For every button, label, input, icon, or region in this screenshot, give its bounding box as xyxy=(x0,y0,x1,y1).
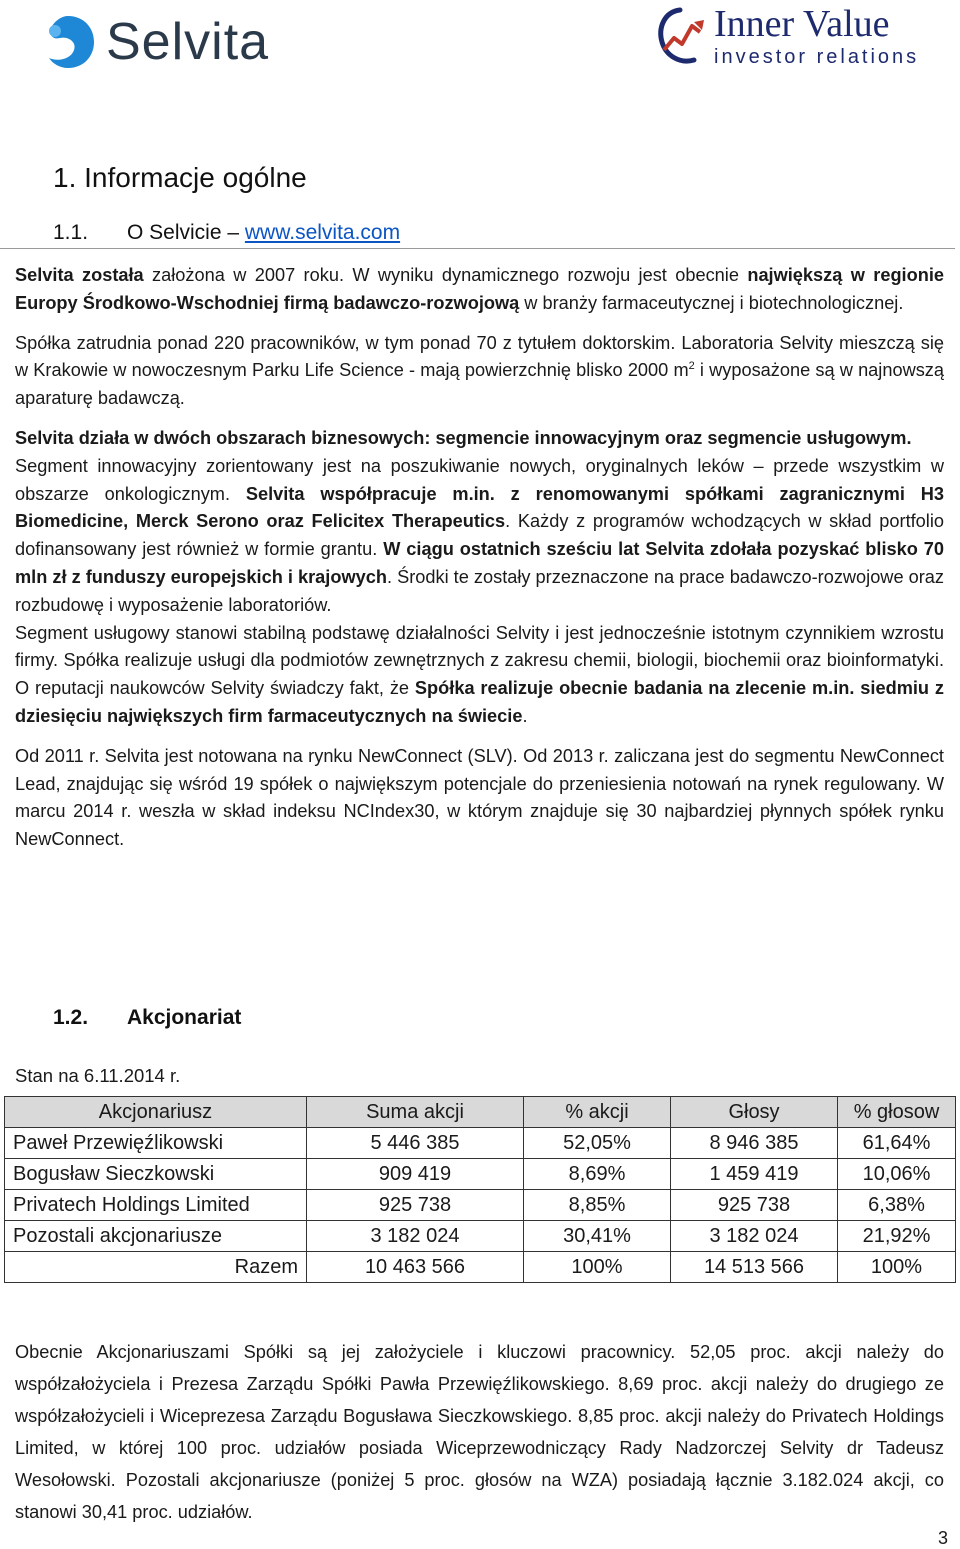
p4-text-2: . Każdy z programów wchodzących w skład portfolio dofinansowany jest również w formie grantu. xyxy=(15,511,944,560)
paragraph-employees xyxy=(15,330,944,413)
subsection-title: O Selvicie – xyxy=(127,221,245,244)
cell-total-votes: 14 513 566 xyxy=(671,1252,838,1283)
selvita-logo-icon xyxy=(38,12,98,72)
cell-shares-pct: 8,69% xyxy=(524,1159,671,1190)
header-votes: Głosy xyxy=(671,1097,838,1128)
cell-shares-pct: 52,05% xyxy=(524,1128,671,1159)
p1-text-1: założona w 2007 roku. W wyniku dynamicznego rozwoju jest obecnie xyxy=(143,265,748,285)
p4-text-3: . Środki te zostały przeznaczone na prace badawczo-rozwojowe oraz rozbudowę i wyposażenie laboratoriów. xyxy=(15,566,944,615)
subsection-heading xyxy=(53,221,400,245)
paragraph-service-segment xyxy=(15,620,944,731)
cell-votes-pct: 10,06% xyxy=(838,1159,956,1190)
p1-text-2: w branży farmaceutycznej i biotechnologicznej. xyxy=(519,292,904,313)
p3-bold: Selvita działa w dwóch obszarach biznesowych: segmencie innowacyjnym oraz segmencie usługowym. xyxy=(15,427,912,448)
cell-shares-pct: 30,41% xyxy=(524,1221,671,1252)
shareholders-heading-title: Akcjonariat xyxy=(127,1006,242,1029)
cell-votes-pct: 21,92% xyxy=(838,1221,956,1252)
cell-shares: 3 182 024 xyxy=(307,1221,524,1252)
table-row xyxy=(5,1190,956,1221)
cell-total-label: Razem xyxy=(5,1252,307,1283)
p1-bold-2: największą w regionie Europy Środkowo-Wschodniej firmą badawczo-rozwojową xyxy=(15,265,944,313)
cell-shareholder: Privatech Holdings Limited xyxy=(5,1190,307,1221)
inner-value-logo xyxy=(654,4,919,68)
cell-votes: 8 946 385 xyxy=(671,1128,838,1159)
cell-shareholder: Bogusław Sieczkowski xyxy=(5,1159,307,1190)
header-shares-pct: % akcji xyxy=(524,1097,671,1128)
closing-text: Obecnie Akcjonariuszami Spółki są jej założyciele i kluczowi pracownicy. 52,05 proc. akcji należy do współzałożyciela i Prezesa Zarządu Spółki Pawła Przewięźlikowskiego. 8,69 proc. akcji należy do drugiego ze współzałożycieli i Wiceprezesa Zarządu Bogusława Sieczkowskiego. 8,85 proc. akcji należy do Privatech Holdings Limited, w której 100 proc. udziałów posiada Wiceprzewodniczący Rady Nadzorczej Selvity dr Tadeusz Wesołowski. Pozostali akcjonariusze (poniżej 5 proc. głosów na WZA) posiadają łącznie 3.182.024 akcji, co stanowi 30,41 proc. udziałów. xyxy=(15,1342,944,1522)
cell-shares: 5 446 385 xyxy=(307,1128,524,1159)
p4-bold-1: Selvita współpracuje m.in. z renomowanymi spółkami zagranicznymi H3 Biomedicine, Merck Serono oraz Felicitex Therapeutics xyxy=(15,483,944,532)
shareholders-table xyxy=(4,1096,956,1283)
shareholders-heading-number: 1.2. xyxy=(53,1006,89,1029)
p2-superscript: 2 xyxy=(688,360,695,373)
cell-shares-pct: 8,85% xyxy=(524,1190,671,1221)
closing-paragraph xyxy=(15,1336,944,1528)
subsection-number: 1.1. xyxy=(53,221,89,244)
paragraph-segments xyxy=(15,425,944,453)
p4-text-1: Segment innowacyjny zorientowany jest na poszukiwanie nowych, oryginalnych leków – przede wszystkim w obszarze onkologicznym. xyxy=(15,455,944,504)
cell-shares: 909 419 xyxy=(307,1159,524,1190)
cell-shares: 925 738 xyxy=(307,1190,524,1221)
paragraph-newconnect: Od 2011 r. Selvita jest notowana na rynku NewConnect (SLV). Od 2013 r. zaliczana jest do segmentu NewConnect Lead, znajdując się wśród 19 spółek o największym potencjale do przeniesienia notowań na rynek regulowany. W marcu 2014 r. weszła w skład indeksu NCIndex30, w którym znajduje się 30 najbardziej płynnych spółek rynku NewConnect. xyxy=(15,745,944,850)
selvita-logo-text: Selvita xyxy=(106,13,270,71)
table-row xyxy=(5,1128,956,1159)
p5-text-1: Segment usługowy stanowi stabilną podstawę działalności Selvity i jest jednocześnie istotnym czynnikiem wzrostu firmy. Spółka realizuje usługi dla podmiotów zewnętrznych z zakresu chemii, biologii, biochemii oraz bioinformatyki. O reputacji naukowców Selvity świadczy fakt, że xyxy=(15,622,944,699)
cell-votes: 3 182 024 xyxy=(671,1221,838,1252)
cell-votes-pct: 61,64% xyxy=(838,1128,956,1159)
p2-text-2: i wyposażone są w najnowszą aparaturę badawczą. xyxy=(15,360,945,409)
selvita-logo xyxy=(38,12,269,72)
cell-total-shares: 10 463 566 xyxy=(307,1252,524,1283)
cell-votes: 925 738 xyxy=(671,1190,838,1221)
table-row xyxy=(5,1221,956,1252)
p1-bold-1: Selvita została xyxy=(15,265,144,285)
p5-bold: Spółka realizuje obecnie badania na zlecenie m.in. siedmiu z dziesięciu największych firm farmaceutycznych na świecie xyxy=(15,678,944,726)
cell-votes-pct: 6,38% xyxy=(838,1190,956,1221)
heading-divider xyxy=(0,248,955,249)
intro-text xyxy=(15,262,944,854)
inner-value-logo-icon xyxy=(654,4,710,68)
inner-value-logo-subtitle: investor relations xyxy=(714,46,920,68)
paragraph-innovation-segment xyxy=(15,453,944,620)
cell-shareholder: Pozostali akcjonariusze xyxy=(5,1221,307,1252)
page-number: 3 xyxy=(938,1528,949,1548)
cell-votes: 1 459 419 xyxy=(671,1159,838,1190)
p4-bold-2: W ciągu ostatnich sześciu lat Selvita zdołała pozyskać blisko 70 mln zł z funduszy europejskich i krajowych xyxy=(15,539,945,587)
header-shares: Suma akcji xyxy=(307,1097,524,1128)
table-header-row xyxy=(5,1097,956,1128)
header-votes-pct: % głosow xyxy=(838,1097,956,1128)
section-heading: 1. Informacje ogólne xyxy=(53,162,307,193)
selvita-website-link[interactable]: www.selvita.com xyxy=(244,221,401,244)
header-shareholder: Akcjonariusz xyxy=(5,1097,307,1128)
paragraph-founding xyxy=(15,262,944,318)
cell-total-votes-pct: 100% xyxy=(838,1252,956,1283)
table-row xyxy=(5,1159,956,1190)
p2-text-1: Spółka zatrudnia ponad 220 pracowników, w tym ponad 70 z tytułem doktorskim. Laboratoria Selvity mieszczą się w Krakowie w nowoczesnym Parku Life Science - mają powierzchnię blisko 2000 m xyxy=(15,332,944,381)
p5-text-2: . xyxy=(522,705,528,726)
table-total-row xyxy=(5,1252,956,1283)
as-of-date: Stan na 6.11.2014 r. xyxy=(15,1065,181,1086)
inner-value-logo-title: Inner Value xyxy=(714,3,890,45)
cell-shareholder: Paweł Przewięźlikowski xyxy=(5,1128,307,1159)
shareholders-heading xyxy=(53,1006,241,1030)
cell-total-shares-pct: 100% xyxy=(524,1252,671,1283)
